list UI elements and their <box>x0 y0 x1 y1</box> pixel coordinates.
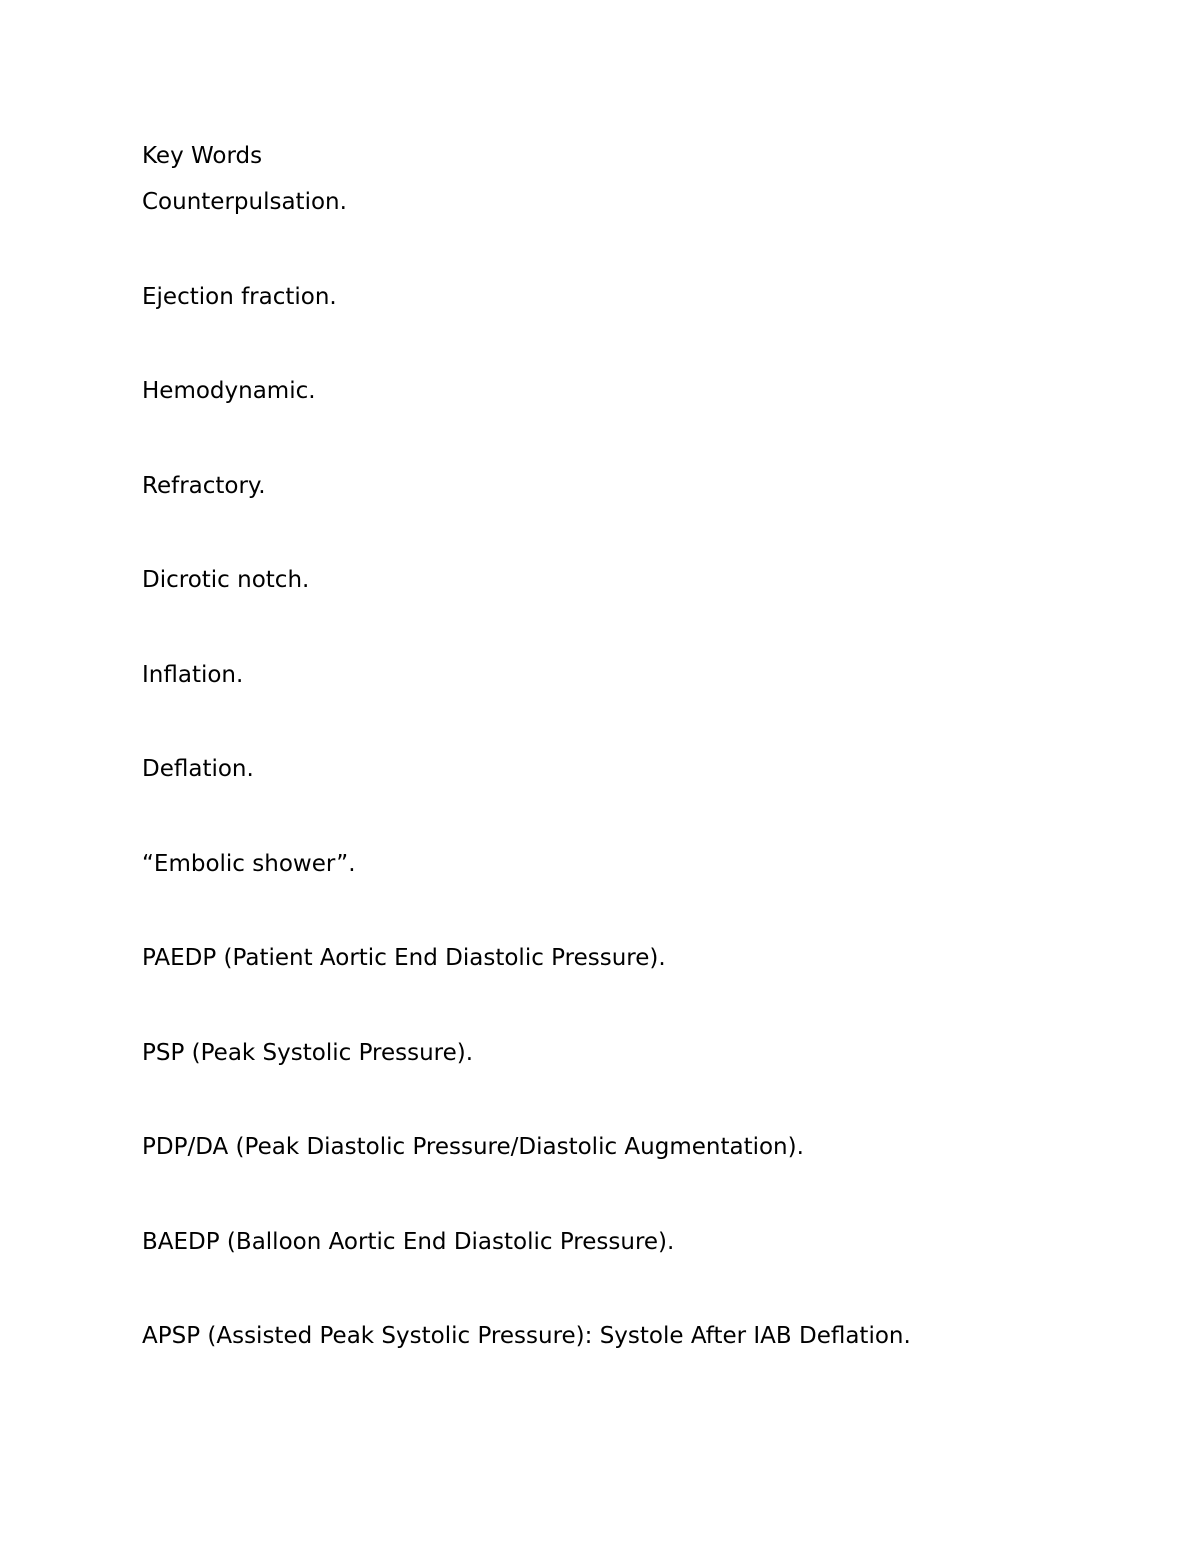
term-pdp-da: PDP/DA (Peak Diastolic Pressure/Diastolic Augmentation). <box>142 1134 804 1160</box>
term-apsp: APSP (Assisted Peak Systolic Pressure): Systole After IAB Deflation. <box>142 1323 911 1349</box>
term-paedp: PAEDP (Patient Aortic End Diastolic Pressure). <box>142 945 666 971</box>
key-words-heading: Key Words <box>142 143 263 169</box>
term-inflation: Inflation. <box>142 661 244 688</box>
term-refractory: Refractory. <box>142 472 266 499</box>
term-embolic-shower: “Embolic shower”. <box>142 850 356 877</box>
key-words-list <box>142 187 911 1416</box>
term-psp: PSP (Peak Systolic Pressure). <box>142 1039 474 1066</box>
term-baedp: BAEDP (Balloon Aortic End Diastolic Pressure). <box>142 1228 675 1255</box>
term-deflation: Deflation. <box>142 756 254 782</box>
term-hemodynamic: Hemodynamic. <box>142 378 316 404</box>
term-ejection-fraction: Ejection fraction. <box>142 283 337 310</box>
term-counterpulsation: Counterpulsation. <box>142 189 347 215</box>
term-dicrotic-notch: Dicrotic notch. <box>142 567 310 593</box>
